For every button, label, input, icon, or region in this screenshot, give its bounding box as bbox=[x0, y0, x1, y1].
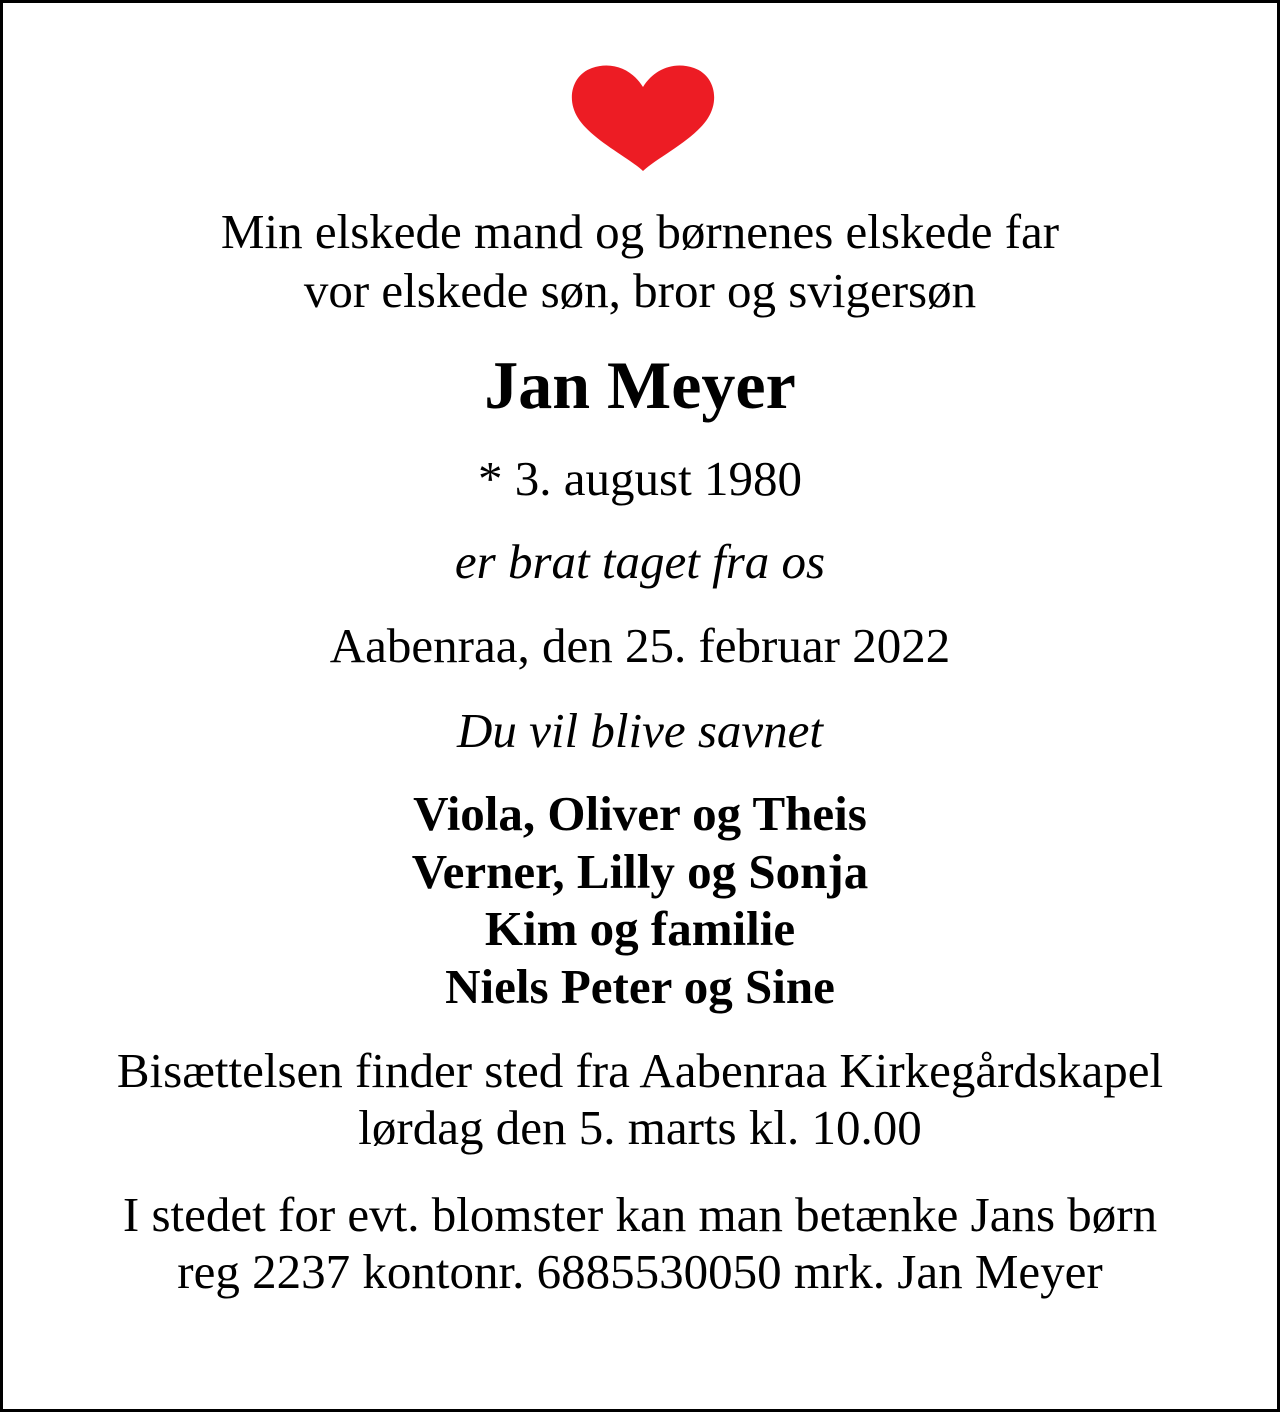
intro-line-2: vor elskede søn, bror og svigersøn bbox=[303, 263, 977, 318]
heart-icon bbox=[570, 65, 716, 171]
birth-date: * 3. august 1980 bbox=[478, 451, 802, 506]
donation-line-2: reg 2237 kontonr. 6885530050 mrk. Jan Meyer bbox=[177, 1244, 1103, 1299]
family-line-2: Verner, Lilly og Sonja bbox=[411, 844, 869, 899]
funeral-line-2: lørdag den 5. marts kl. 10.00 bbox=[358, 1100, 922, 1155]
place-and-date: Aabenraa, den 25. februar 2022 bbox=[329, 618, 951, 673]
family-line-3: Kim og familie bbox=[484, 901, 796, 956]
intro-line-1: Min elskede mand og børnenes elskede far bbox=[220, 204, 1060, 259]
family-line-4: Niels Peter og Sine bbox=[445, 959, 835, 1014]
deceased-name: Jan Meyer bbox=[484, 347, 796, 423]
farewell-phrase: Du vil blive savnet bbox=[456, 703, 824, 758]
donation-line-1: I stedet for evt. blomster kan man betænke Jans børn bbox=[122, 1187, 1158, 1242]
family-line-1: Viola, Oliver og Theis bbox=[413, 786, 867, 841]
funeral-line-1: Bisættelsen finder sted fra Aabenraa Kirkegårdskapel bbox=[116, 1043, 1164, 1098]
passing-phrase: er brat taget fra os bbox=[454, 534, 826, 589]
